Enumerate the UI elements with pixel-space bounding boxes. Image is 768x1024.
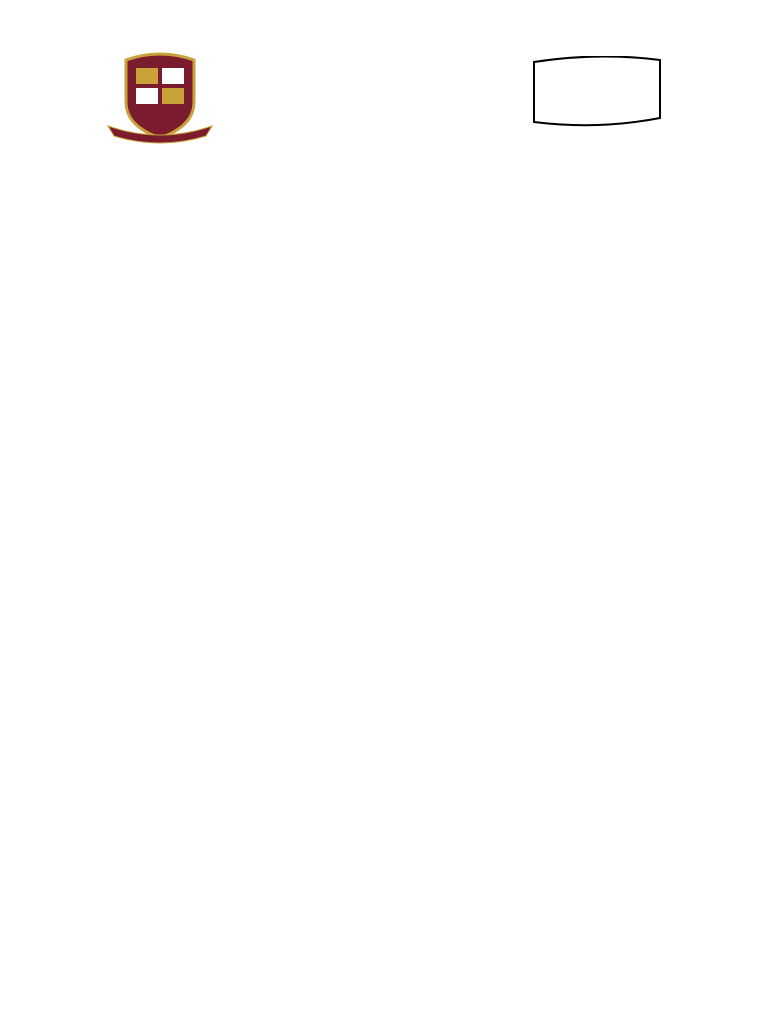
score-box[interactable] (532, 56, 662, 128)
school-logo (106, 50, 214, 146)
exam-header (230, 62, 536, 78)
